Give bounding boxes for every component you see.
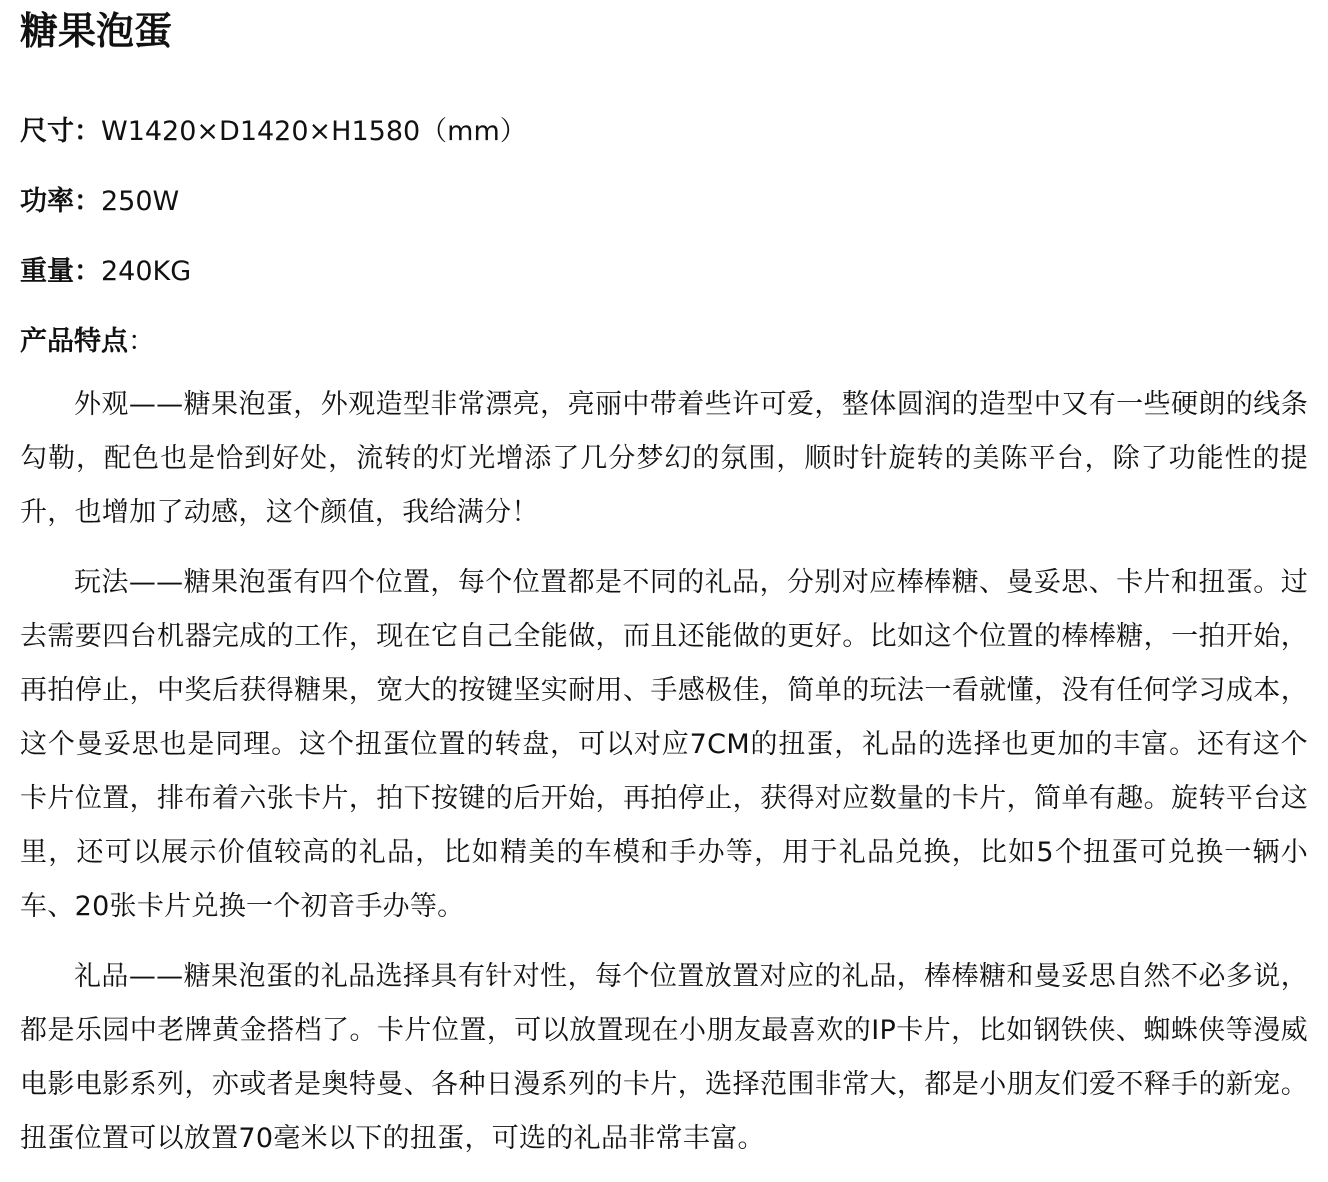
spec-weight-label: 重量：	[20, 256, 101, 287]
feature-paragraph-gifts: 礼品——糖果泡蛋的礼品选择具有针对性，每个位置放置对应的礼品，棒棒糖和曼妥思自然不必多说，都是乐园中老牌黄金搭档了。卡片位置，可以放置现在小朋友最喜欢的IP卡片，比如钢铁侠、蜘蛛侠等漫威电影电影系列，亦或者是奥特曼、各种日漫系列的卡片，选择范围非常大，都是小朋友们爱不释手的新宠。扭蛋位置可以放置70毫米以下的扭蛋，可选的礼品非常丰富。	[20, 961, 1308, 1154]
spec-weight	[20, 252, 1308, 292]
spec-power-value: 250W	[101, 186, 180, 217]
spec-power-label: 功率：	[20, 186, 101, 217]
features-heading-text: 产品特点	[20, 326, 128, 357]
feature-paragraph-appearance: 外观——糖果泡蛋，外观造型非常漂亮，亮丽中带着些许可爱，整体圆润的造型中又有一些硬朗的线条勾勒，配色也是恰到好处，流转的灯光增添了几分梦幻的氛围，顺时针旋转的美陈平台，除了功能性的提升，也增加了动感，这个颜值，我给满分！	[20, 389, 1308, 528]
features-heading-colon: ：	[128, 326, 155, 357]
feature-paragraph-gameplay: 玩法——糖果泡蛋有四个位置，每个位置都是不同的礼品，分别对应棒棒糖、曼妥思、卡片和扭蛋。过去需要四台机器完成的工作，现在它自己全能做，而且还能做的更好。比如这个位置的棒棒糖，一拍开始，再拍停止，中奖后获得糖果，宽大的按键坚实耐用、手感极佳，简单的玩法一看就懂，没有任何学习成本，这个曼妥思也是同理。这个扭蛋位置的转盘，可以对应7CM的扭蛋，礼品的选择也更加的丰富。还有这个卡片位置，排布着六张卡片，拍下按键的后开始，再拍停止，获得对应数量的卡片，简单有趣。旋转平台这里，还可以展示价值较高的礼品，比如精美的车模和手办等，用于礼品兑换，比如5个扭蛋可兑换一辆小车、20张卡片兑换一个初音手办等。	[20, 567, 1308, 922]
product-description-page	[0, 8, 1328, 1182]
spec-size	[20, 112, 1308, 152]
spec-power	[20, 182, 1308, 222]
spec-size-label: 尺寸：	[20, 116, 101, 147]
spec-size-value: W1420×D1420×H1580（mm）	[101, 116, 527, 147]
features-heading	[20, 322, 1308, 362]
spec-weight-value: 240KG	[101, 256, 192, 287]
page-title: 糖果泡蛋	[20, 9, 173, 53]
